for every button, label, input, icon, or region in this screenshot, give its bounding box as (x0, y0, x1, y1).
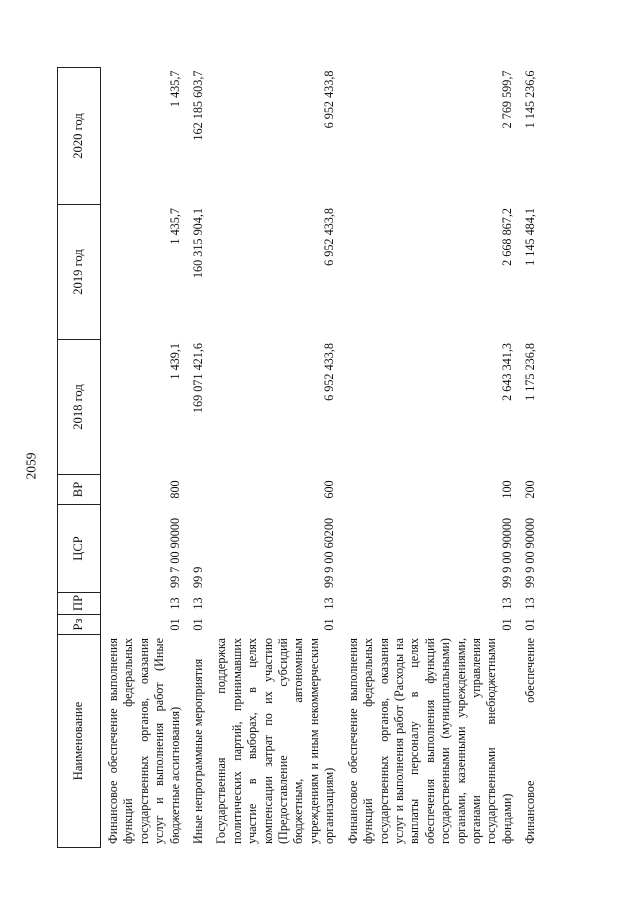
header-vr: ВР (58, 475, 101, 505)
row-2020: 162 185 603,7 (191, 70, 206, 141)
table-row (341, 68, 518, 848)
row-pr: 13 (167, 597, 182, 610)
table-row (101, 68, 187, 848)
page-number (20, 446, 42, 486)
row-csr: 99 9 00 60200 (322, 517, 337, 588)
row-csr: 99 9 (191, 566, 206, 588)
row-rz: 01 (167, 618, 182, 631)
table-row (209, 68, 340, 848)
row-csr: 99 9 00 90000 (523, 517, 538, 588)
row-name: Иные непрограммные мероприятия (191, 658, 206, 844)
row-pr: 13 (499, 597, 514, 610)
row-2019: 1 145 484,1 (523, 208, 538, 266)
table-row (518, 68, 541, 848)
row-2018: 1 439,1 (167, 343, 182, 380)
row-2018: 2 643 341,3 (499, 343, 514, 401)
row-rz: 01 (191, 618, 206, 631)
row-vr (186, 475, 209, 505)
row-2020: 1 145 236,6 (523, 70, 538, 129)
row-pr: 13 (523, 597, 538, 610)
header-pr: ПР (58, 593, 101, 615)
row-rz: 01 (499, 618, 514, 631)
row-2018: 1 175 236,8 (523, 343, 538, 401)
row-vr: 800 (167, 480, 182, 499)
row-csr: 99 7 00 90000 (167, 517, 182, 588)
page-number-text: 2059 (23, 452, 38, 480)
header-csr: ЦСР (58, 505, 101, 593)
row-2019: 6 952 433,8 (322, 208, 337, 266)
header-2020: 2020 год (58, 68, 101, 205)
budget-table (57, 67, 542, 848)
table-header (58, 68, 101, 848)
row-2020: 6 952 433,8 (322, 70, 337, 129)
row-2018: 169 071 421,6 (191, 343, 206, 414)
row-pr: 13 (191, 597, 206, 610)
budget-table-container (57, 68, 617, 848)
header-2019: 2019 год (58, 205, 101, 340)
row-csr: 99 9 00 90000 (499, 517, 514, 588)
row-rz: 01 (322, 618, 337, 631)
row-2019: 1 435,7 (167, 208, 182, 245)
row-2019: 160 315 904,1 (191, 208, 206, 279)
row-vr: 600 (322, 480, 337, 499)
table-row (186, 68, 209, 848)
header-2018: 2018 год (58, 340, 101, 475)
row-2019: 2 668 867,2 (499, 208, 514, 266)
header-name: Наименование (58, 635, 101, 848)
row-pr: 13 (322, 597, 337, 610)
row-rz: 01 (523, 618, 538, 631)
row-vr: 200 (523, 480, 538, 499)
row-name: Финансовое обеспечение (523, 638, 538, 844)
row-2018: 6 952 433,8 (322, 343, 337, 401)
row-name: Финансовое обеспечение выполнения функций федеральных государственных органов, оказания услуг и выполнения работ (Расходы на выплаты персоналу в целях обеспечения выполнения функций государственными (муниципальными) органами, казенными учреждениями, органами управления государственными внебюджетными фондами) (345, 638, 514, 844)
row-2020: 2 769 599,7 (499, 70, 514, 129)
header-rz: Рз (58, 615, 101, 635)
row-2020: 1 435,7 (167, 70, 182, 108)
row-vr: 100 (499, 480, 514, 499)
row-name: Государственная поддержка политических партий, принимавших участие в выборах, в целях компенсации затрат по их участию (Предоставление субсидий бюджетным, автономным учреждениям и иным некоммерческим организациям) (214, 638, 337, 844)
row-name: Финансовое обеспечение выполнения функций федеральных государственных органов, оказания услуг и выполнения работ (Иные бюджетные ассигнования) (106, 638, 182, 844)
